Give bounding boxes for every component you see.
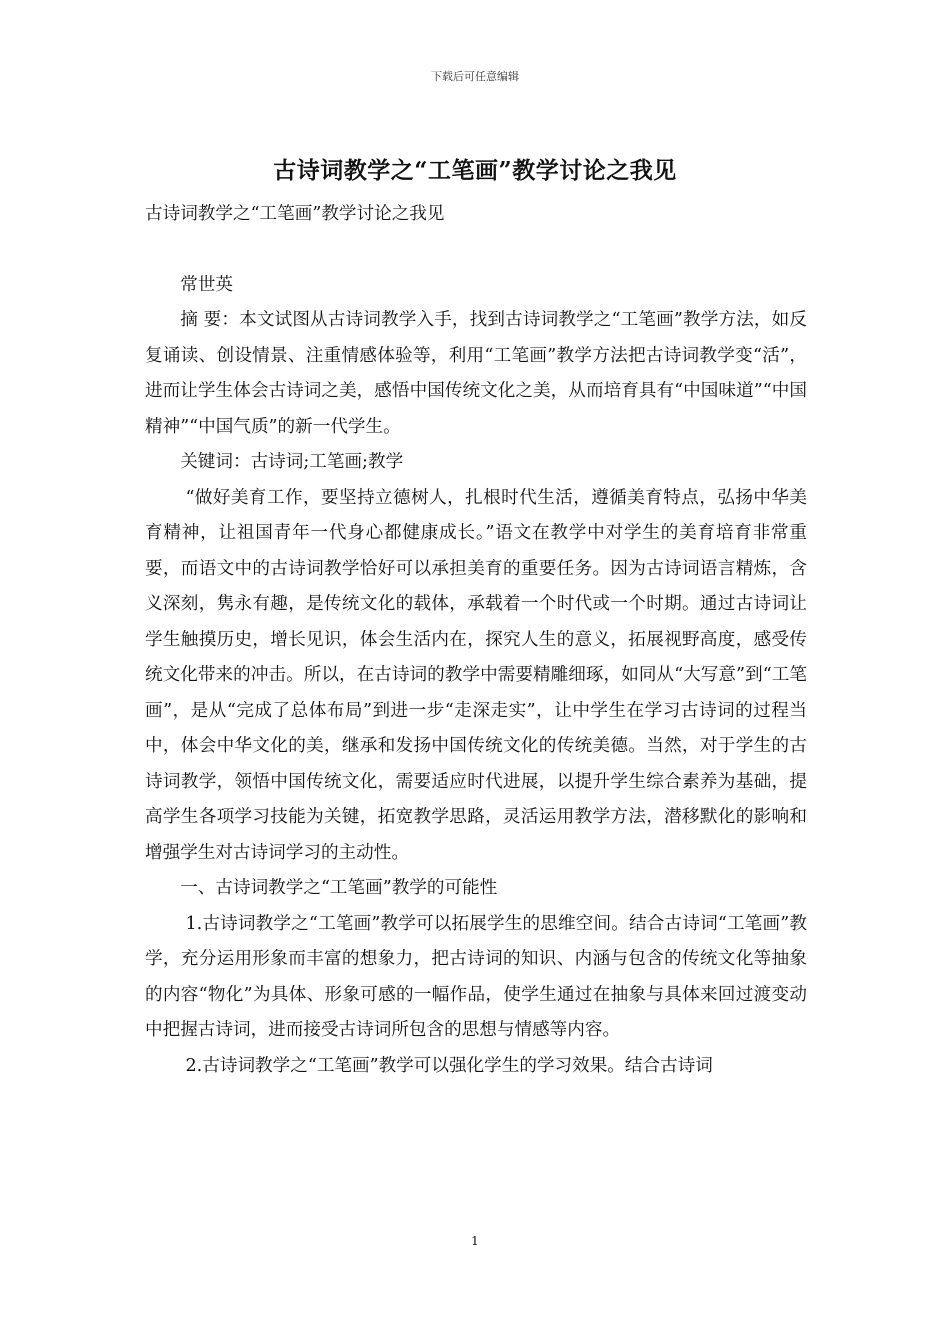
document-subtitle: 古诗词教学之“工笔画”教学讨论之我见 [145, 204, 445, 224]
point-1-paragraph: 1.古诗词教学之“工笔画”教学可以拓展学生的思维空间。结合古诗词“工笔画”教学，充分运用形象而丰富的想象力，把古诗词的知识、内涵与包含的传统文化等抽象的内容“物化”为具体、形象可感的一幅作品，使学生通过在抽象与具体来回过渡变动中把握古诗词，进而接受古诗词所包含的思想与情感等内容。 [145, 913, 807, 1040]
author-name: 常世英 [180, 274, 233, 295]
keywords-line: 关键词：古诗词;工笔画;教学 [180, 452, 404, 472]
intro-paragraph: “做好美育工作，要坚持立德树人，扎根时代生活，遵循美育特点，弘扬中华美育精神，让祖国青年一代身心都健康成长。”语文在教学中对学生的美育培育非常重要，而语文中的古诗词教学恰好可以承担美育的重要任务。因为古诗词语言精炼，含义深刻，隽永有趣，是传统文化的载体，承载着一个时代或一个时期。通过古诗词让学生触摸历史，增长见识，体会生活内在，探究人生的意义，拓展视野高度，感受传统文化带来的冲击。所以，在古诗词的教学中需要精雕细琢，如同从“大写意”到“工笔画”，是从“完成了总体布局”到进一步“走深走实”，让中学生在学习古诗词的过程当中，体会中华文化的美，继承和发扬中国传统文化的传统美德。当然，对于学生的古诗词教学，领悟中国传统文化，需要适应时代进展，以提升学生综合素养为基础，提高学生各项学习技能为关键，拓宽教学思路，灵活运用教学方法，潜移默化的影响和增强学生对古诗词学习的主动性。 [145, 487, 807, 863]
page-number: 1 [471, 1234, 479, 1248]
header-note: 下载后可任意编辑 [431, 70, 519, 83]
section-heading: 一、古诗词教学之“工笔画”教学的可能性 [180, 878, 498, 898]
point-2-paragraph: 2.古诗词教学之“工笔画”教学可以强化学生的学习效果。结合古诗词 [185, 1055, 713, 1076]
abstract-paragraph: 摘 要：本文试图从古诗词教学入手，找到古诗词教学之“工笔画”教学方法，如反复诵读、创设情景、注重情感体验等，利用“工笔画”教学方法把古诗词教学变“活”，进而让学生体会古诗词之美，感悟中国传统文化之美，从而培育具有“中国味道”“中国精神”“中国气质”的新一代学生。 [145, 310, 807, 437]
document-body [145, 197, 807, 1084]
document-title: 古诗词教学之“工笔画”教学讨论之我见 [273, 157, 677, 184]
